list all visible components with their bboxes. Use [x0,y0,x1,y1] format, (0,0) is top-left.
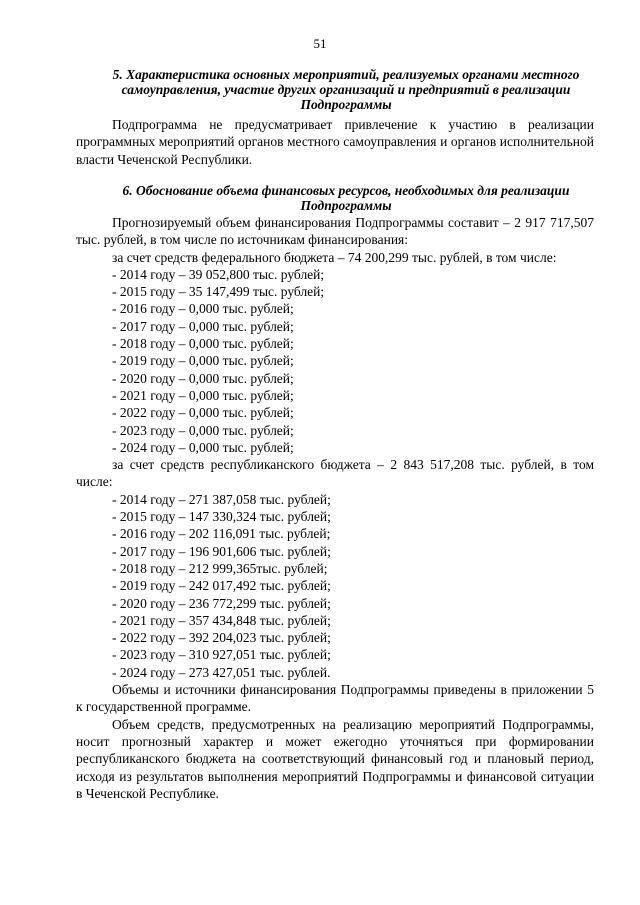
list-item: - 2021 году – 0,000 тыс. рублей; [112,387,294,403]
list-item: - 2014 году – 39 052,800 тыс. рублей; [112,266,325,282]
list-item: - 2020 году – 0,000 тыс. рублей; [112,370,294,386]
section-5-paragraph: Подпрограмма не предусматривает привлечение к участию в реализации программных мероприятий органов местного самоуправления и органов исполнительной власти Чеченской Республики. [76,117,594,167]
list-item: - 2017 году – 0,000 тыс. рублей; [112,318,294,334]
list-item: - 2024 году – 0,000 тыс. рублей; [112,439,294,455]
sources-note: Объемы и источники финансирования Подпрограммы приведены в приложении 5 к государственной программе. [76,682,594,715]
list-item: - 2022 году – 0,000 тыс. рублей; [112,405,294,421]
forecast-note: Объем средств, предусмотренных на реализацию мероприятий Подпрограммы, носит прогнозный характер и может ежегодно уточняться при формировании республиканского бюджета на соответствующий финансовый год и плановый период, исходя из результатов выполнения мероприятий Подпрограммы и финансовой ситуации в Чеченской Республике. [76,716,594,801]
federal-budget-list [76,266,594,456]
republic-budget-intro: за счет средств республиканского бюджета – 2 843 517,208 тыс. рублей, в том числе: [76,457,594,490]
list-item: - 2020 году – 236 772,299 тыс. рублей; [112,595,331,611]
section-6-body [76,214,594,802]
list-item: - 2022 году – 392 204,023 тыс. рублей; [112,630,331,646]
section-5-heading: 5. Характеристика основных мероприятий, реализуемых органами местного самоуправления, участие других организаций и предприятий в реализации Подпрограммы [112,67,580,112]
page-number: 51 [313,36,327,51]
list-item: - 2015 году – 147 330,324 тыс. рублей; [112,509,331,525]
list-item: - 2017 году – 196 901,606 тыс. рублей; [112,543,331,559]
list-item: - 2023 году – 0,000 тыс. рублей; [112,422,294,438]
list-item: - 2016 году – 202 116,091 тыс. рублей; [112,526,331,542]
list-item: - 2014 году – 271 387,058 тыс. рублей; [112,491,331,507]
section-6-heading: 6. Обоснование объема финансовых ресурсов, необходимых для реализации Подпрограммы [122,183,570,213]
republic-budget-list [76,491,594,681]
list-item: - 2023 году – 310 927,051 тыс. рублей; [112,647,331,663]
list-item: - 2016 году – 0,000 тыс. рублей; [112,301,294,317]
list-item: - 2018 году – 0,000 тыс. рублей; [112,336,294,352]
list-item: - 2015 году – 35 147,499 тыс. рублей; [112,284,325,300]
federal-budget-intro: за счет средств федерального бюджета – 74 200,299 тыс. рублей, в том числе: [112,249,557,265]
list-item: - 2019 году – 242 017,492 тыс. рублей; [112,578,331,594]
financing-intro: Прогнозируемый объем финансирования Подпрограммы составит – 2 917 717,507 тыс. рублей, в том числе по источникам финансирования: [76,215,594,248]
list-item: - 2019 году – 0,000 тыс. рублей; [112,353,294,369]
list-item: - 2018 году – 212 999,365тыс. рублей; [112,560,328,576]
list-item: - 2024 году – 273 427,051 тыс. рублей. [112,664,331,680]
list-item: - 2021 году – 357 434,848 тыс. рублей; [112,612,331,628]
